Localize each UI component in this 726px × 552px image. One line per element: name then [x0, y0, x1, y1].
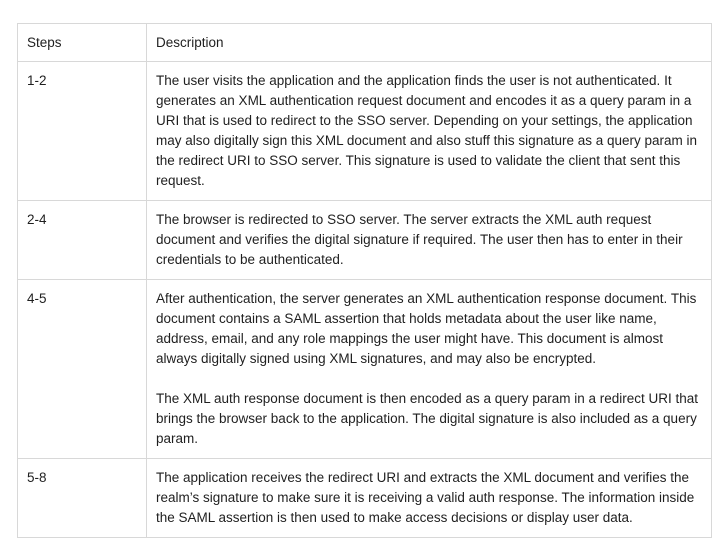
steps-cell: 4-5 [18, 280, 147, 459]
steps-cell: 1-2 [18, 62, 147, 201]
description-paragraph: The user visits the application and the application finds the user is not authenticated. It generates an XML authentication request document and encodes it as a query param in a URI that is used to redirect to the SSO server. Depending on your settings, the application may also digitally sign this XML document and also stuff this signature as a query param in the redirect URI to SSO server. This signature is used to validate the client that sent this request. [156, 73, 698, 188]
steps-cell: 5-8 [18, 459, 147, 538]
steps-cell: 2-4 [18, 201, 147, 280]
description-paragraph: The application receives the redirect URI and extracts the XML document and verifies the realm’s signature to make sure it is receiving a valid auth response. The information inside the SAML assertion is then used to make access decisions or display user data. [156, 470, 695, 525]
table-header-row [18, 24, 712, 62]
table-row [18, 459, 712, 538]
description-cell [147, 201, 712, 280]
description-cell [147, 280, 712, 459]
description-column-header: Description [147, 24, 712, 62]
description-paragraph: After authentication, the server generates an XML authentication response document. This document contains a SAML assertion that holds metadata about the user like name, address, email, and any role mappings the user might have. This document is almost always digitally signed using XML signatures, and may also be encrypted. [156, 291, 697, 366]
description-paragraph: The XML auth response document is then encoded as a query param in a redirect URI that brings the browser back to the application. The digital signature is also included as a query param. [156, 391, 699, 446]
table-row [18, 280, 712, 459]
description-cell [147, 62, 712, 201]
description-paragraph: The browser is redirected to SSO server. The server extracts the XML auth request document and verifies the digital signature if required. The user then has to enter in their credentials to be authenticated. [156, 212, 683, 267]
table-row [18, 62, 712, 201]
steps-column-header: Steps [18, 24, 147, 62]
description-cell [147, 459, 712, 538]
table-row [18, 201, 712, 280]
steps-description-table [17, 23, 712, 538]
